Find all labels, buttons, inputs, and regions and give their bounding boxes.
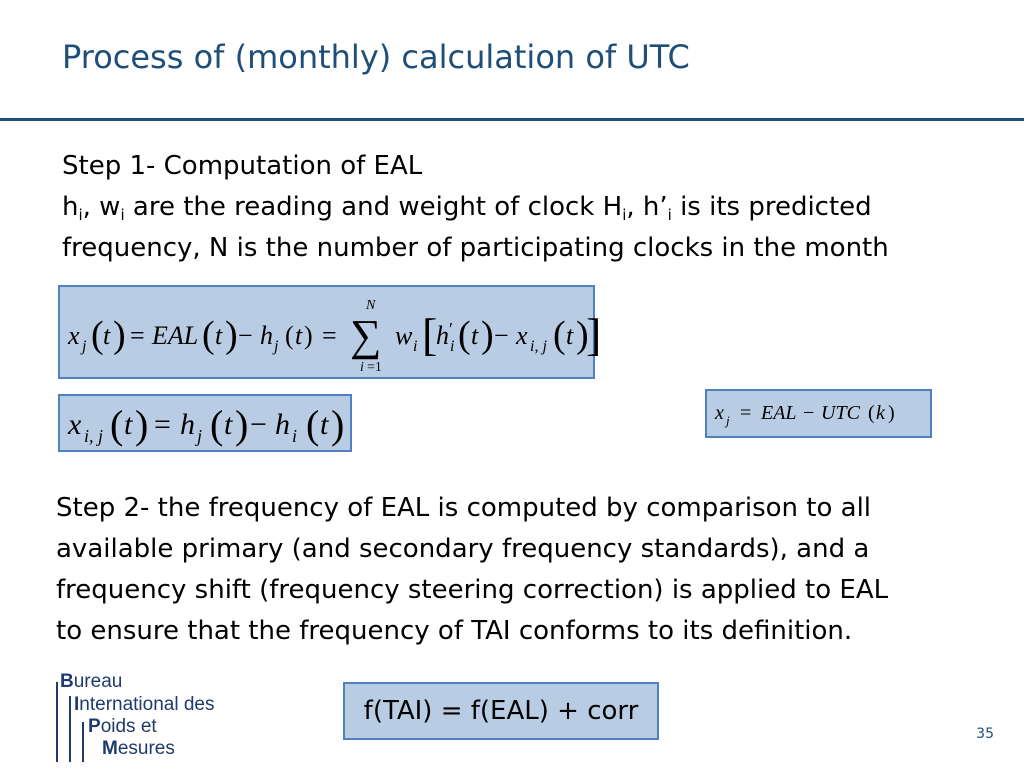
logo-line: Bureau	[60, 671, 123, 692]
svg-text:(: (	[110, 402, 124, 447]
svg-text:h: h	[180, 408, 195, 441]
svg-text:i, j: i, j	[84, 426, 104, 446]
svg-text:i: i	[360, 360, 364, 375]
svg-text:x: x	[715, 402, 724, 424]
svg-text:(: (	[553, 314, 566, 356]
svg-text:EAL: EAL	[152, 321, 199, 350]
eal-equation	[60, 287, 602, 381]
step1-line3: frequency, N is the number of participating clocks in the month	[62, 233, 889, 263]
logo-bar	[82, 722, 84, 762]
svg-text:UTC: UTC	[821, 402, 860, 424]
svg-text:i: i	[292, 426, 298, 446]
svg-text:t: t	[103, 321, 111, 350]
svg-text:x: x	[68, 321, 80, 350]
step2-line: Step 2- the frequency of EAL is computed by comparison to all	[56, 493, 872, 523]
clock-difference-equation-box	[58, 394, 352, 452]
title-divider	[0, 118, 1024, 121]
svg-text:−: −	[250, 408, 267, 441]
slide-title: Process of (monthly) calculation of UTC	[62, 38, 690, 76]
logo-bar	[69, 696, 71, 762]
svg-text:=: =	[322, 321, 337, 350]
svg-text:): )	[331, 402, 345, 447]
svg-text:i: i	[413, 338, 418, 355]
step2-line: available primary (and secondary frequency standards), and a	[56, 534, 870, 564]
svg-text:i, j: i, j	[530, 338, 547, 355]
svg-text:): )	[113, 314, 126, 356]
eal-equation-box	[58, 285, 602, 379]
logo-line: Poids et	[88, 716, 157, 737]
svg-text:(: (	[202, 314, 215, 356]
svg-text:=: =	[740, 402, 752, 424]
svg-text:=: =	[130, 321, 145, 350]
step1-line2: $h_i$, $w_i$ are the reading and weight of clock $H_i$, $h’_i$ is its predicted	[62, 192, 872, 224]
svg-text:x: x	[68, 408, 82, 441]
svg-text:w: w	[395, 321, 413, 350]
svg-text:−: −	[803, 402, 815, 424]
svg-text:=: =	[154, 408, 171, 441]
step2-line: frequency shift (frequency steering correction) is applied to EAL	[56, 575, 889, 605]
svg-text:t: t	[566, 321, 574, 350]
tai-frequency-formula: f(TAI) = f(EAL) + corr	[363, 696, 639, 726]
svg-text:h: h	[260, 321, 273, 350]
clock-difference-equation	[60, 396, 354, 454]
svg-text:t: t	[124, 408, 133, 441]
svg-text:=1: =1	[367, 360, 382, 375]
svg-text:h: h	[436, 321, 449, 350]
logo-line: International des	[74, 694, 215, 715]
logo-line: Mesures	[102, 738, 175, 759]
svg-text:(: (	[210, 402, 224, 447]
page-number: 35	[976, 726, 994, 742]
svg-text:EAL: EAL	[761, 402, 797, 424]
svg-text:−: −	[238, 321, 253, 350]
svg-text:): )	[304, 321, 313, 350]
svg-text:]: ]	[586, 309, 602, 360]
svg-text:): )	[235, 402, 249, 447]
svg-text:): )	[576, 314, 589, 356]
step2-line: to ensure that the frequency of TAI conforms to its definition.	[56, 616, 853, 646]
svg-text:′: ′	[449, 319, 453, 339]
svg-text:N: N	[366, 298, 376, 313]
svg-text:(: (	[458, 314, 471, 356]
svg-text:): )	[888, 402, 895, 424]
svg-text:(: (	[868, 402, 875, 424]
svg-text:): )	[481, 314, 494, 356]
svg-text:[: [	[422, 309, 438, 360]
svg-text:t: t	[224, 408, 233, 441]
svg-text:(: (	[306, 402, 320, 447]
svg-text:t: t	[471, 321, 479, 350]
svg-text:−: −	[494, 321, 509, 350]
svg-text:j: j	[274, 338, 279, 355]
tai-frequency-formula-box	[343, 682, 659, 740]
step2-text	[56, 488, 888, 652]
step1-text	[62, 146, 889, 269]
svg-text:t: t	[295, 321, 303, 350]
svg-text:k: k	[876, 402, 885, 424]
svg-text:x: x	[516, 321, 528, 350]
svg-text:j: j	[197, 426, 203, 446]
svg-text:j: j	[726, 413, 730, 428]
svg-text:j: j	[82, 338, 87, 355]
svg-text:i: i	[450, 338, 455, 355]
svg-text:∑: ∑	[350, 311, 382, 360]
utc-offset-equation-box	[705, 389, 932, 438]
step1-heading: Step 1- Computation of EAL	[62, 151, 423, 181]
svg-text:t: t	[215, 321, 223, 350]
utc-offset-equation	[707, 391, 934, 440]
svg-text:h: h	[275, 408, 290, 441]
svg-text:t: t	[320, 408, 329, 441]
svg-text:): )	[135, 402, 149, 447]
svg-text:(: (	[91, 314, 104, 356]
svg-text:): )	[225, 314, 238, 356]
bipm-logo	[50, 668, 250, 764]
logo-bar	[56, 682, 58, 762]
svg-text:(: (	[285, 321, 294, 350]
